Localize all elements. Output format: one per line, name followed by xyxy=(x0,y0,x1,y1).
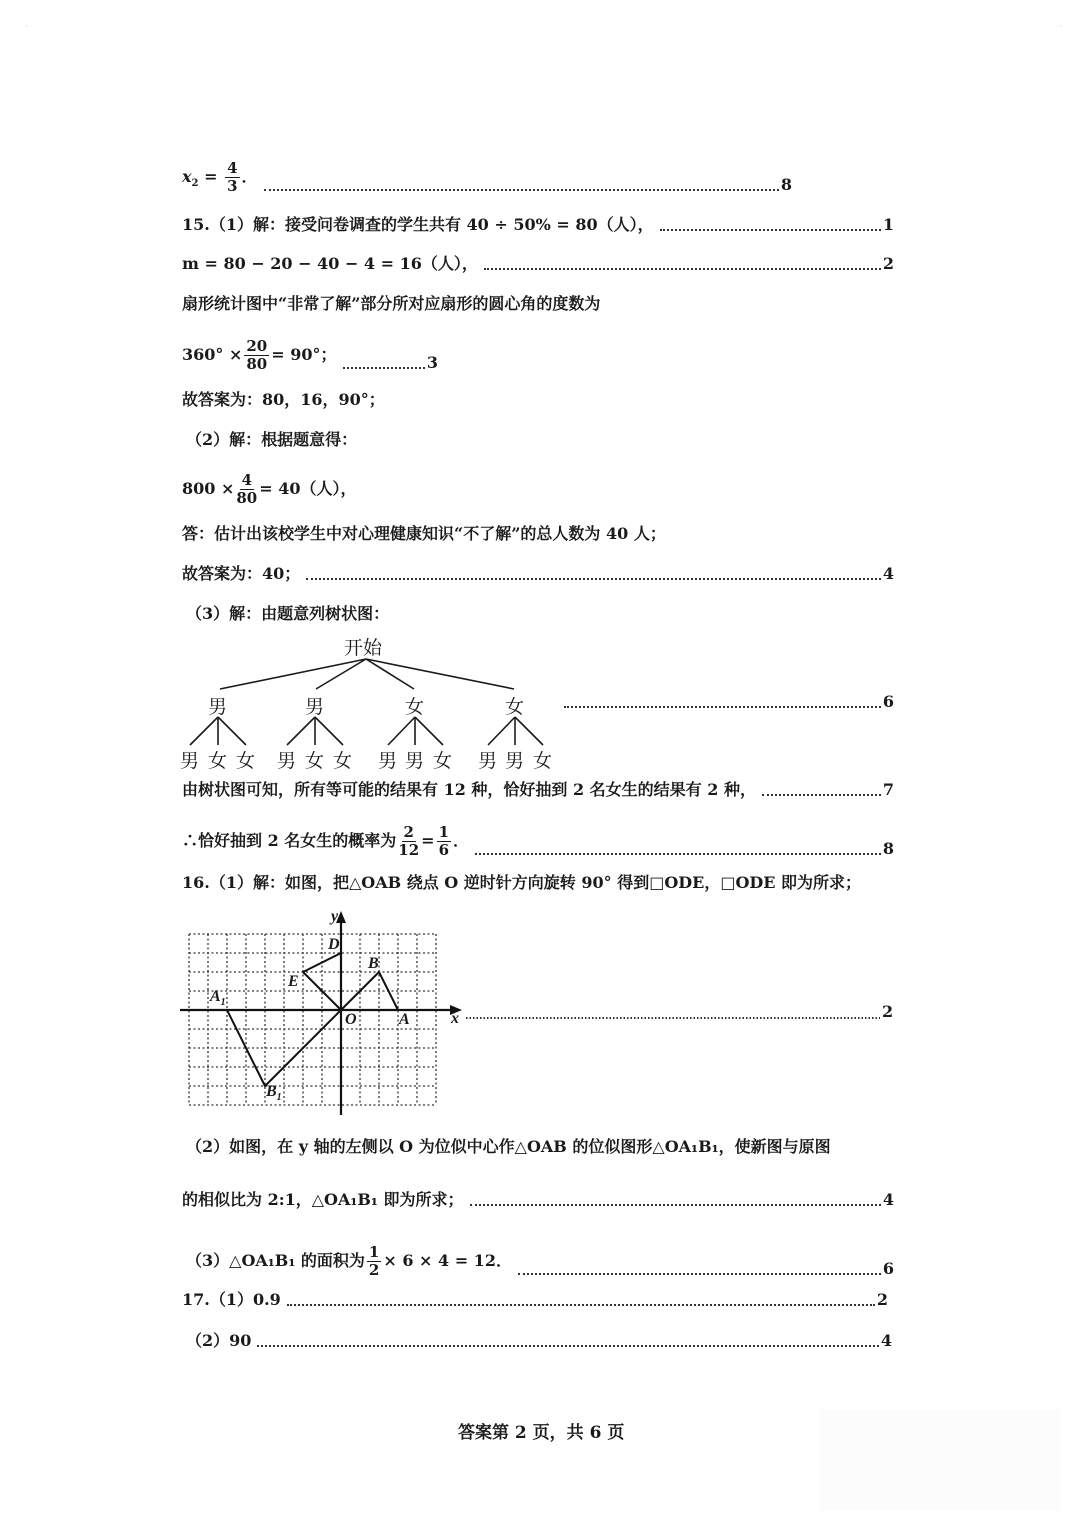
q15-total-students: 15.（1）解：接受问卷调查的学生共有 40 ÷ 50% = 80（人）， xyxy=(182,215,654,234)
tree-l2-node: 男 xyxy=(180,750,200,772)
point-e-label: E xyxy=(288,973,299,990)
q15-p3-result: 由树状图可知，所有等可能的结果有 12 种，恰好抽到 2 名女生的结果有 2 种， xyxy=(182,780,756,799)
q16-p2-line1: （2）如图，在 y 轴的左侧以 O 为位似中心作△OAB 的位似图形△OA₁B₁，使新图与原图 xyxy=(186,1137,831,1156)
q15-p3-head: （3）解：由题意列树状图： xyxy=(186,604,390,623)
origin-label: O xyxy=(345,1011,357,1028)
tree-l2-node: 男 xyxy=(378,750,398,772)
period: ． xyxy=(241,167,258,186)
tree-l2-node: 女 xyxy=(305,750,325,772)
expr-pre: ∴恰好抽到 2 名女生的概率为 xyxy=(182,831,397,850)
leader-dots xyxy=(257,1344,878,1347)
point-a-label: A xyxy=(399,1011,410,1028)
q17-p2-answer: （2）90 xyxy=(186,1331,252,1350)
subscript: 1 xyxy=(220,997,226,1009)
score-mark: 2 xyxy=(882,1002,894,1021)
tree-l2-node: 女 xyxy=(533,750,553,772)
equals: = xyxy=(421,831,435,850)
tree-l2-node: 男 xyxy=(478,750,498,772)
q15-p2-answer-text: 答：估计出该校学生中对心理健康知识“不了解”的总人数为 40 人； xyxy=(182,524,666,543)
corner-mark-left: ' xyxy=(26,25,28,32)
y-axis-label: y xyxy=(331,908,339,925)
numerator: 2 xyxy=(403,823,414,841)
expr-pre: 360° × xyxy=(182,345,243,364)
leader-dots xyxy=(470,1203,881,1206)
numerator: 1 xyxy=(368,1243,380,1261)
q16-p3-line xyxy=(186,1244,894,1279)
expr-post: × 6 × 4 = 12． xyxy=(383,1251,512,1270)
denominator: 3 xyxy=(227,177,238,195)
tree-l2-node: 女 xyxy=(236,750,256,772)
point-d-label: D xyxy=(328,936,340,953)
q15-p2-answer: 故答案为：40； xyxy=(182,564,301,583)
point-b-label: B xyxy=(368,955,379,972)
score-mark: 8 xyxy=(780,175,792,194)
leader-dots xyxy=(287,1303,875,1306)
score-mark: 3 xyxy=(426,353,438,372)
tree-l2-node: 男 xyxy=(405,750,425,772)
tree-l1-node: 女 xyxy=(405,696,425,718)
expr-post: = 90°； xyxy=(271,345,337,364)
label-letter: A xyxy=(210,988,221,1005)
label-letter: B xyxy=(266,1083,277,1100)
corner-mark-right: ' xyxy=(1060,25,1062,32)
expr-pre: （3）△OA₁B₁ 的面积为 xyxy=(186,1251,365,1270)
score-mark: 2 xyxy=(882,254,894,273)
expr-post: = 40（人）， xyxy=(259,479,357,498)
leader-dots xyxy=(518,1272,881,1275)
expr-pre: 800 × xyxy=(182,479,235,498)
subscript: 2 xyxy=(191,178,199,190)
period: ． xyxy=(453,831,470,850)
q16-p3-area xyxy=(186,1244,512,1279)
score-mark: 4 xyxy=(882,1190,894,1209)
q15-p2-head: （2）解：根据题意得： xyxy=(186,430,358,449)
numerator: 4 xyxy=(241,471,253,489)
tree-l1-node: 男 xyxy=(208,696,228,718)
q17-p2-line xyxy=(186,1331,892,1351)
tree-l1-node: 女 xyxy=(505,696,525,718)
score-mark: 8 xyxy=(882,839,894,858)
tree-root: 开始 xyxy=(344,637,383,659)
q16-p2-conclusion: 的相似比为 2:1，△OA₁B₁ 即为所求； xyxy=(182,1190,464,1209)
axes xyxy=(180,915,458,1115)
point-b1-label xyxy=(266,1083,282,1103)
score-mark: 4 xyxy=(880,1331,892,1350)
score-mark: 6 xyxy=(882,1259,894,1278)
q16-p2-line2 xyxy=(182,1190,894,1210)
score-mark: 2 xyxy=(876,1290,888,1309)
denominator: 80 xyxy=(246,355,268,373)
equals: = xyxy=(198,167,224,186)
subscript: 1 xyxy=(276,1092,282,1104)
point-a1-label xyxy=(210,988,226,1008)
q15-p1-answer: 故答案为：80，16，90°； xyxy=(182,390,385,409)
score-mark: 7 xyxy=(882,780,894,799)
score-mark: 6 xyxy=(882,692,894,711)
tree-l2-node: 女 xyxy=(333,750,353,772)
fraction xyxy=(367,1244,381,1279)
q17-p1-line xyxy=(182,1290,888,1310)
denominator: 6 xyxy=(438,841,449,859)
tree-l2-node: 女 xyxy=(433,750,453,772)
var-x: x xyxy=(182,167,192,186)
numerator: 4 xyxy=(227,159,238,177)
numerator: 1 xyxy=(438,823,449,841)
q15-sector-intro: 扇形统计图中“非常了解”部分所对应扇形的圆心角的度数为 xyxy=(182,294,601,313)
tree-l2-node: 男 xyxy=(505,750,525,772)
x-axis-label: x xyxy=(451,1010,459,1027)
q17-p1-answer: 17.（1）0.9 xyxy=(182,1290,281,1309)
numerator: 20 xyxy=(246,337,268,355)
page-footer: 答案第 2 页，共 6 页 xyxy=(458,1423,625,1443)
tree-l1-node: 男 xyxy=(305,696,325,718)
denominator: 12 xyxy=(398,841,420,859)
tree-l2-node: 男 xyxy=(277,750,297,772)
tree-l2-node: 女 xyxy=(208,750,228,772)
scan-smudge xyxy=(820,1410,1060,1510)
denominator: 2 xyxy=(368,1261,380,1279)
score-mark: 1 xyxy=(882,215,894,234)
denominator: 80 xyxy=(236,489,258,507)
q16-p1: 16.（1）解：如图，把△OAB 绕点 O 逆时针方向旋转 90° 得到□ODE，□ODE 即为所求； xyxy=(182,873,862,892)
q15-m-value: m = 80 − 20 − 40 − 4 = 16（人）， xyxy=(182,254,478,273)
score-mark: 4 xyxy=(882,564,894,583)
